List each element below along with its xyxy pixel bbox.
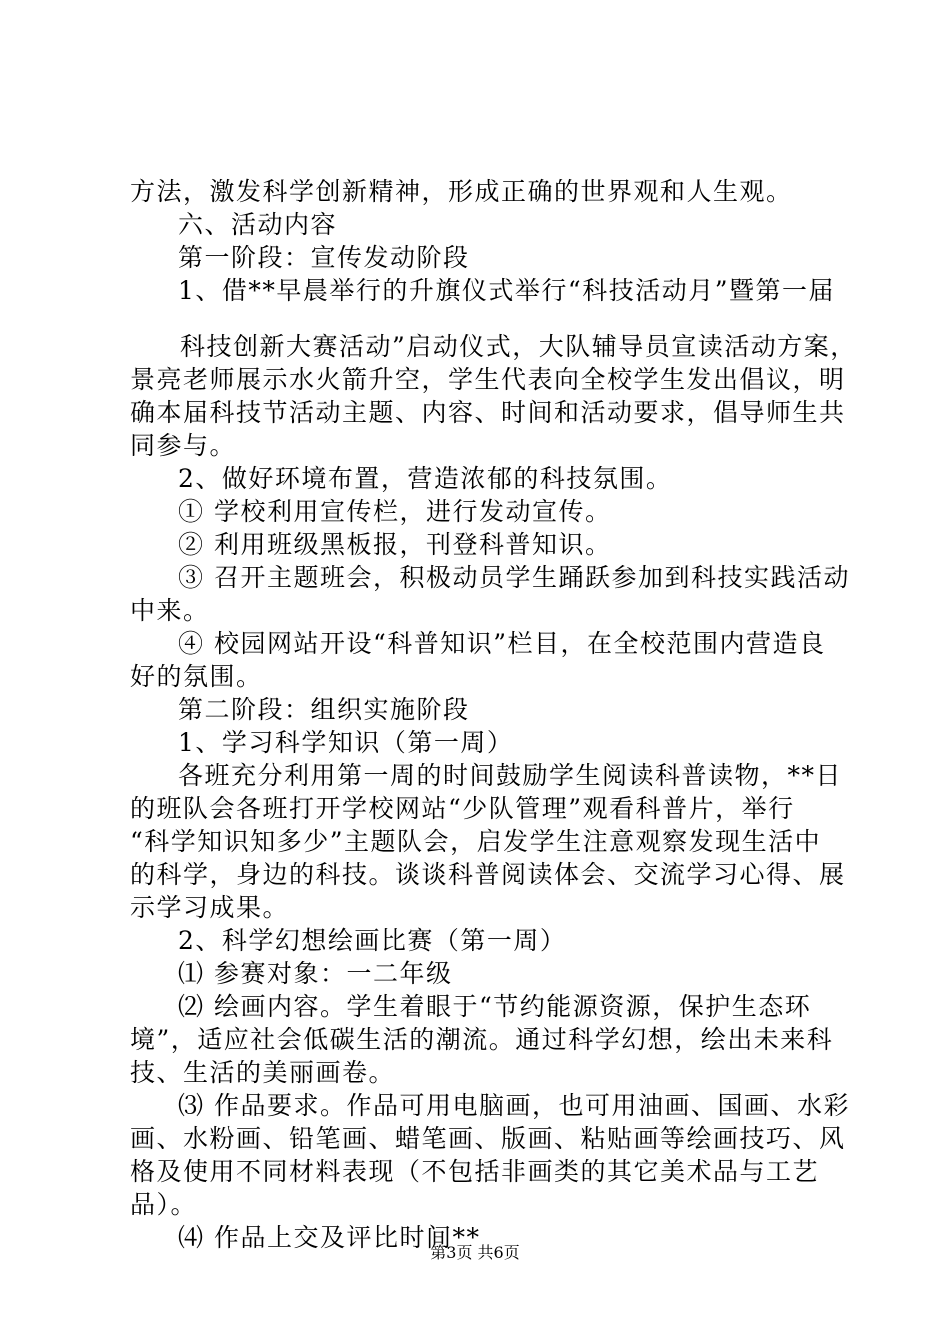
stage-heading: 第一阶段：宣传发动阶段 bbox=[178, 243, 470, 272]
list-item: ⑵ 绘画内容。学生着眼于“节约能源资源，保护生态环 bbox=[178, 992, 812, 1021]
text-line: 景亮老师展示水火箭升空，学生代表向全校学生发出倡议，明 bbox=[130, 365, 846, 394]
list-item: ④ 校园网站开设“科普知识”栏目，在全校范围内营造良 bbox=[178, 629, 826, 658]
text-line: 品）。 bbox=[130, 1190, 198, 1219]
page-footer: 第3页 共6页 bbox=[430, 1243, 520, 1262]
section-heading: 六、活动内容 bbox=[178, 210, 338, 239]
list-item: ② 利用班级黑板报，刊登科普知识。 bbox=[178, 530, 612, 559]
text-line: 各班充分利用第一周的时间鼓励学生阅读科普读物，**日 bbox=[178, 761, 843, 790]
list-item: ⑶ 作品要求。作品可用电脑画，也可用油画、国画、水彩 bbox=[178, 1091, 850, 1120]
text-line: 中来。 bbox=[130, 596, 210, 625]
list-item: ③ 召开主题班会，积极动员学生踊跃参加到科技实践活动 bbox=[178, 563, 850, 592]
list-item: ⑴ 参赛对象：一二年级 bbox=[178, 959, 453, 988]
text-line: 格及使用不同材料表现（不包括非画类的其它美术品与工艺 bbox=[130, 1157, 820, 1186]
list-item: ① 学校利用宣传栏，进行发动宣传。 bbox=[178, 497, 612, 526]
text-line: 科技创新大赛活动”启动仪式，大队辅导员宣读活动方案， bbox=[180, 332, 857, 361]
text-line: 1、借**早晨举行的升旗仪式举行“科技活动月”暨第一届 bbox=[178, 276, 835, 305]
text-line: 的科学，身边的科技。谈谈科普阅读体会、交流学习心得、展 bbox=[130, 860, 846, 889]
text-line: 境”，适应社会低碳生活的潮流。通过科学幻想，绘出未来科 bbox=[130, 1025, 834, 1054]
text-line: 好的氛围。 bbox=[130, 662, 263, 691]
text-line: 同参与。 bbox=[130, 431, 237, 460]
text-line: “科学知识知多少”主题队会，启发学生注意观察发现生活中 bbox=[130, 827, 822, 856]
stage-heading: 第二阶段：组织实施阶段 bbox=[178, 695, 470, 724]
text-line: 的班队会各班打开学校网站“少队管理”观看科普片，举行 bbox=[130, 794, 795, 823]
list-item: ⑷ 作品上交及评比时间** bbox=[178, 1223, 481, 1252]
text-line: 确本届科技节活动主题、内容、时间和活动要求，倡导师生共 bbox=[130, 398, 846, 427]
text-line: 2、科学幻想绘画比赛（第一周） bbox=[178, 926, 567, 955]
text-line: 技、生活的美丽画卷。 bbox=[130, 1058, 396, 1087]
text-line: 画、水粉画、铅笔画、蜡笔画、版画、粘贴画等绘画技巧、风 bbox=[130, 1124, 846, 1153]
text-line: 示学习成果。 bbox=[130, 893, 290, 922]
text-line: 1、学习科学知识（第一周） bbox=[178, 728, 514, 757]
text-line: 方法，激发科学创新精神，形成正确的世界观和人生观。 bbox=[130, 177, 793, 206]
text-line: 2、做好环境布置，营造浓郁的科技氛围。 bbox=[178, 464, 673, 493]
